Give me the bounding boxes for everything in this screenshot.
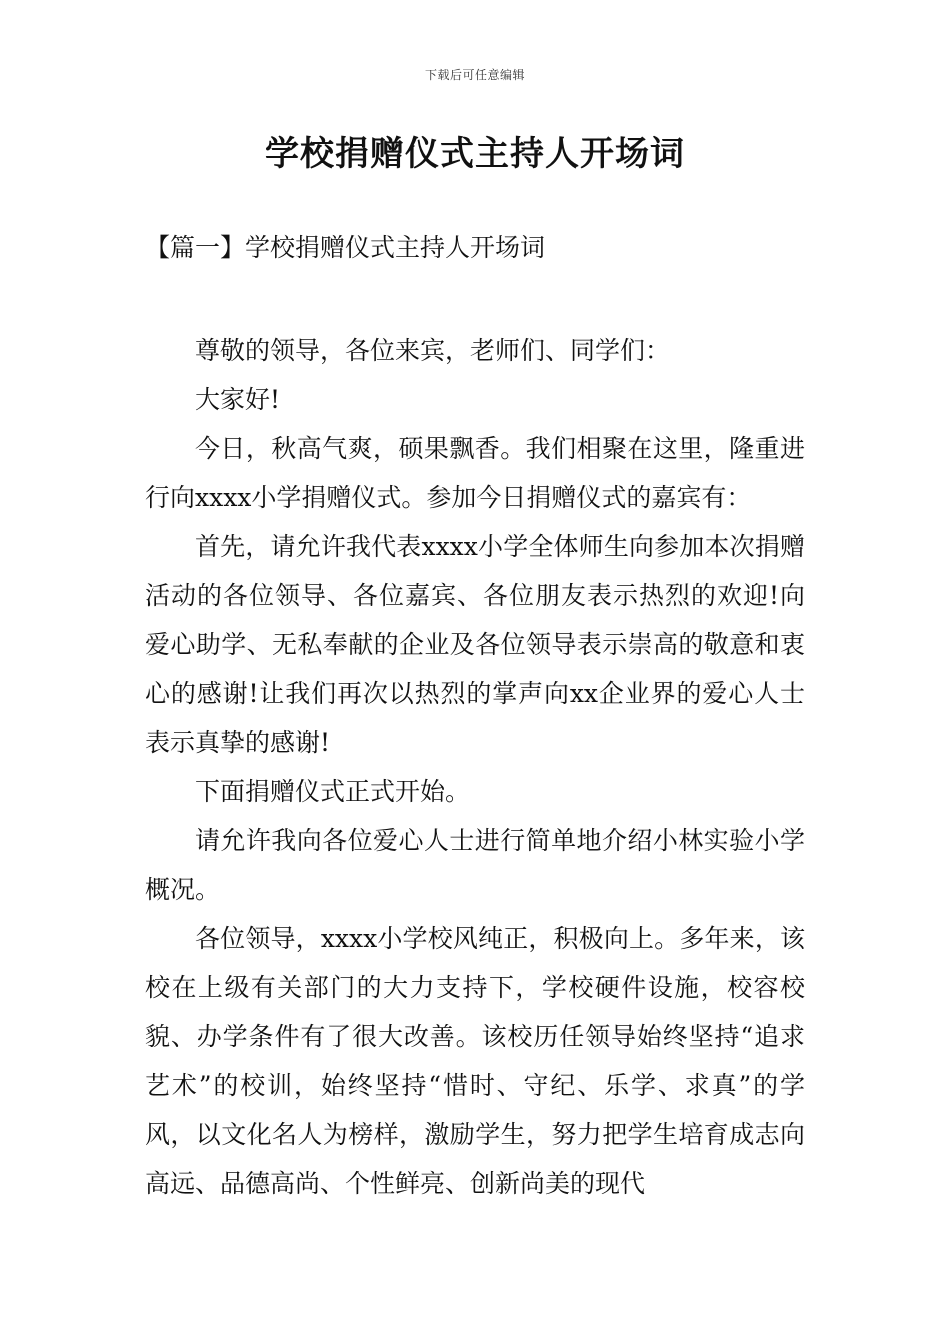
paragraph-hello: 大家好!	[195, 385, 281, 414]
paragraph-start: 下面捐赠仪式正式开始。	[195, 777, 471, 806]
document-title: 学校捐赠仪式主持人开场词	[265, 134, 685, 174]
document-body	[145, 326, 805, 1208]
header-note: 下载后可任意编辑	[424, 68, 525, 82]
paragraph-welcome: 首先，请允许我代表xxxx小学全体师生向参加本次捐赠活动的各位领导、各位嘉宾、各位朋友表示热烈的欢迎!向爱心助学、无私奉献的企业及各位领导表示崇高的敬意和衷心的感谢!让我们再次以热烈的掌声向xx企业界的爱心人士表示真挚的感谢!	[145, 532, 805, 757]
paragraph-introduction: 请允许我向各位爱心人士进行简单地介绍小林实验小学概况。	[145, 826, 805, 904]
paragraph-greeting: 尊敬的领导，各位来宾，老师们、同学们：	[195, 336, 671, 365]
paragraph-school-overview: 各位领导，xxxx小学校风纯正，积极向上。多年来，该校在上级有关部门的大力支持下，学校硬件设施，校容校貌、办学条件有了很大改善。该校历任领导始终坚持“追求艺术”的校训，始终坚持“惜时、守纪、乐学、求真”的学风，以文化名人为榜样，激励学生，努力把学生培育成志向高远、品德高尚、个性鲜亮、创新尚美的现代	[145, 924, 805, 1198]
section-heading: 【篇一】学校捐赠仪式主持人开场词	[145, 233, 546, 262]
paragraph-opening: 今日，秋高气爽，硕果飘香。我们相聚在这里，隆重进行向xxxx小学捐赠仪式。参加今日捐赠仪式的嘉宾有：	[145, 434, 805, 512]
